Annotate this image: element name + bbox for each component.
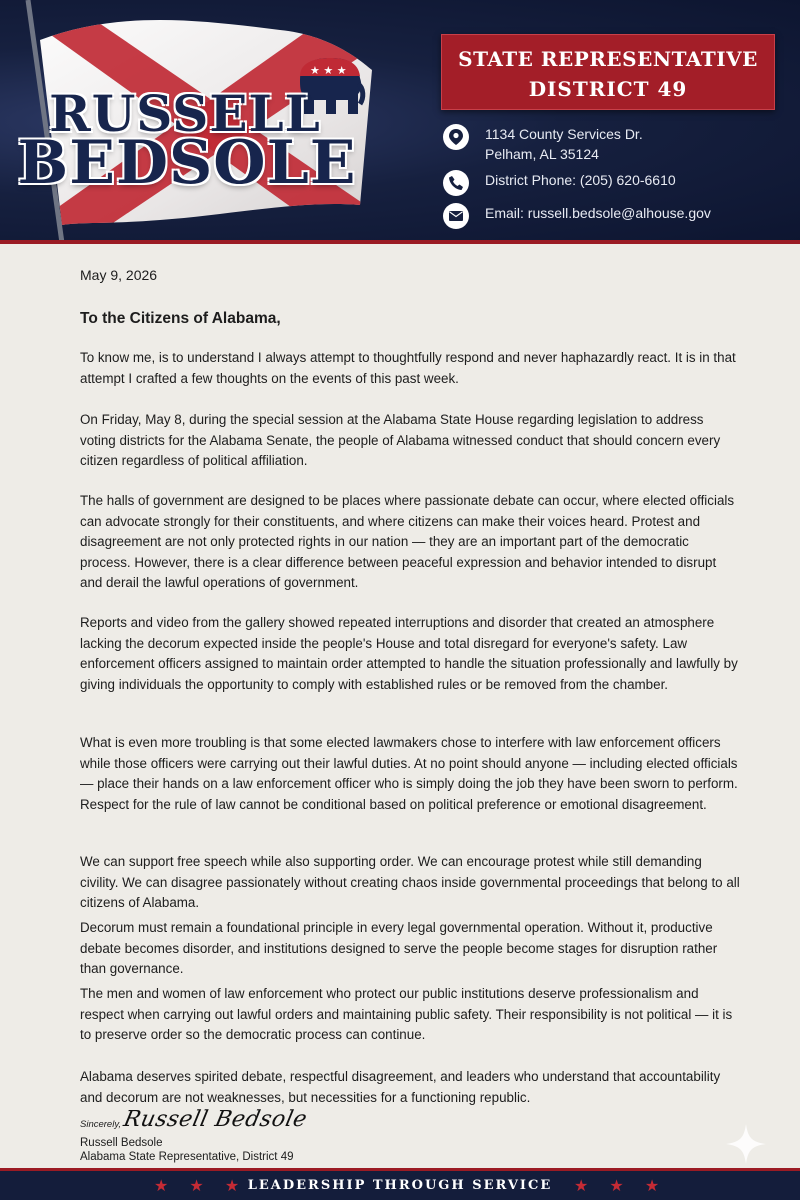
letter-paragraph: To know me, is to understand I always attempt to thoughtfully respond and never haphazardly react. It is in that attempt I crafted a few thoughts on the events of this past week. — [80, 350, 736, 386]
letterhead-header — [0, 0, 800, 243]
letter-paragraph: The halls of government are designed to be places where passionate debate can occur, where elected officials can advocate strongly for their constituents, and where citizens can make their voices heard. Protest and disagreement are not only protected rights in our nation — they are an important part of the democratic process. However, there is a clear difference between peaceful expression and behavior intended to disrupt and derail the lawful operations of government. — [80, 493, 735, 590]
letter-paragraph: Reports and video from the gallery showed repeated interruptions and disorder that created an atmosphere lacking the decorum expected inside the people's House and total disregard for everyone's safety. Law enforcement officers assigned to maintain order attempted to handle the situation professionally and lawfully by giving individuals the opportunity to comply with established rules or be removed from the chamber. — [80, 615, 738, 692]
office-title-banner — [441, 34, 775, 110]
representative-first-name: RUSSELL — [49, 84, 321, 143]
letter-salutation: To the Citizens of Alabama, — [80, 310, 281, 327]
footer-slogan: LEADERSHIP THROUGH SERVICE — [247, 1178, 553, 1193]
letter-paragraph: Decorum must remain a foundational principle in every legal governmental operation. Without it, productive debate becomes disorder, and institutions designed to serve the people become stages for disruption rather than governance. — [80, 920, 718, 976]
phone-contact — [443, 170, 676, 196]
address-line-1: 1134 County Services Dr. — [485, 126, 643, 142]
location-pin-icon — [443, 124, 469, 150]
district-phone[interactable]: District Phone: (205) 620-6610 — [485, 172, 676, 188]
letter-paragraph: Alabama deserves spirited debate, respectful disagreement, and leaders who understand that accountability and decorum are not weaknesses, but necessities for a functioning republic. — [80, 1069, 721, 1105]
letterhead-footer — [0, 1168, 800, 1200]
sparkle-icon — [724, 1122, 768, 1166]
signer-title: Alabama State Representative, District 49 — [80, 1151, 294, 1163]
svg-text:★ ★ ★: ★ ★ ★ — [310, 64, 347, 77]
address-contact — [443, 124, 643, 164]
email-address[interactable]: Email: russell.bedsole@alhouse.gov — [485, 205, 711, 221]
star-icons-right: ★ ★ ★ — [574, 1176, 668, 1195]
star-icons-left: ★ ★ ★ — [154, 1176, 248, 1195]
letter-paragraph: The men and women of law enforcement who protect our public institutions deserve professionalism and respect when carrying out lawful orders and maintaining public safety. Their responsibility is not political — it is to preserve order so the democratic process can continue. — [80, 986, 733, 1042]
office-title: STATE REPRESENTATIVE — [458, 47, 758, 71]
letter-paragraph: We can support free speech while also supporting order. We can encourage protest while still demanding civility. We can disagree passionately without creating chaos inside governmental proceedings that belong to all citizens of Alabama. — [80, 854, 740, 910]
district-title: DISTRICT 49 — [528, 77, 688, 101]
signer-name: Russell Bedsole — [80, 1137, 163, 1149]
address-line-2: Pelham, AL 35124 — [485, 146, 599, 162]
letter-date: May 9, 2026 — [80, 267, 158, 283]
phone-icon — [443, 170, 469, 196]
letter-paragraph: What is even more troubling is that some elected lawmakers chose to interfere with law enforcement officers while those officers were carrying out their lawful duties. At no point should anyone — including elected officials — place their hands on a law enforcement officer who is simply doing the job they have been sworn to perform. Respect for the rule of law cannot be conditional based on political preference or emotional disagreement. — [80, 735, 738, 812]
header-divider — [0, 240, 800, 244]
email-contact — [443, 203, 711, 229]
representative-last-name: BEDSOLE — [17, 128, 357, 198]
handwritten-signature: Russell Bedsole — [121, 1107, 310, 1132]
letter-paragraph: On Friday, May 8, during the special session at the Alabama State House regarding legislation to address voting districts for the Alabama Senate, the people of Alabama witnessed conduct that should concern every citizen regardless of political affiliation. — [80, 412, 721, 468]
email-icon — [443, 203, 469, 229]
closing-text: Sincerely, — [80, 1119, 122, 1130]
